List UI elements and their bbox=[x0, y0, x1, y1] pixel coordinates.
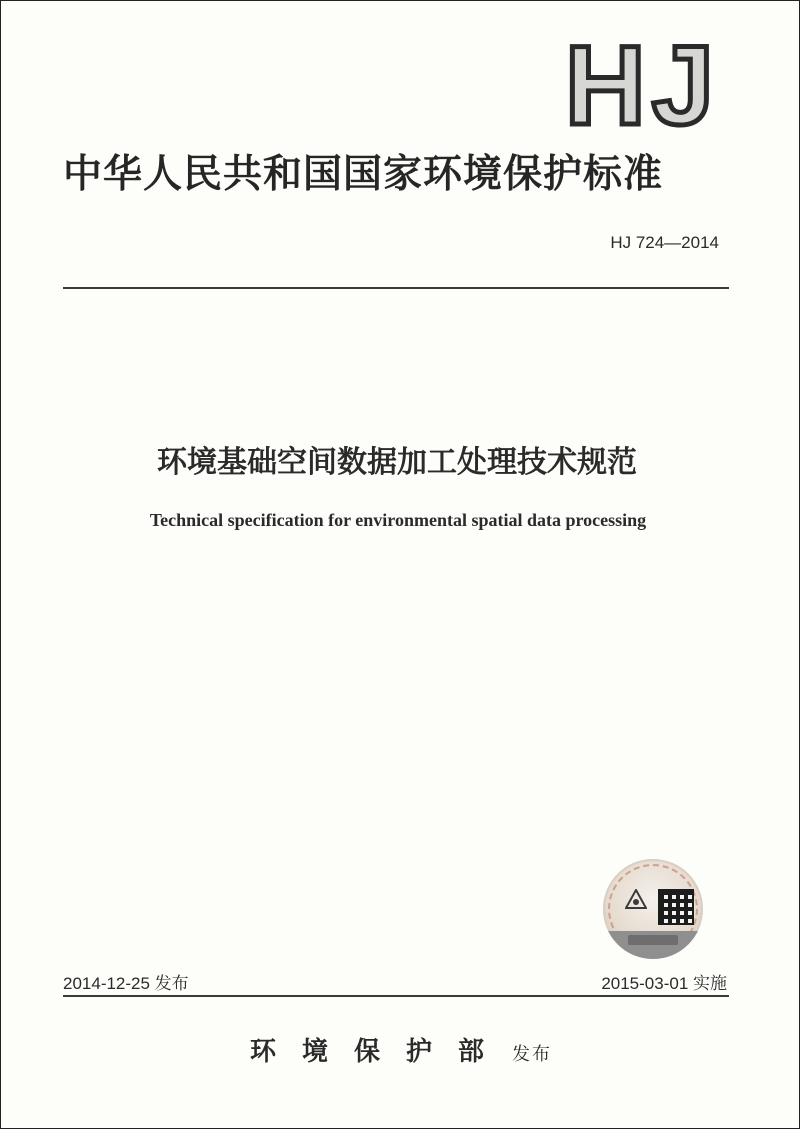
issuer-name: 环境保护部 bbox=[249, 1037, 510, 1067]
qr-code-icon bbox=[658, 889, 694, 925]
seal-band-label bbox=[628, 935, 678, 945]
issue-date: 2014-12-25 发布 bbox=[63, 974, 189, 993]
implementation-date: 2015-03-01 实施 bbox=[601, 974, 727, 993]
issuer-action: 发布 bbox=[512, 1044, 552, 1065]
seal-emblem-icon bbox=[625, 889, 647, 909]
document-title-english: Technical specification for environmental spatial data processing bbox=[149, 510, 647, 530]
bottom-divider bbox=[63, 995, 729, 997]
document-title-chinese: 环境基础空间数据加工处理技术规范 bbox=[157, 445, 637, 480]
issuer-line bbox=[1, 1031, 800, 1068]
standard-number: HJ 724—2014 bbox=[610, 233, 719, 252]
standard-series-title: 中华人民共和国国家环境保护标准 bbox=[63, 152, 664, 197]
anti-counterfeit-seal-icon bbox=[603, 859, 703, 959]
top-divider bbox=[63, 287, 729, 289]
hj-logo: HJ bbox=[564, 23, 720, 148]
